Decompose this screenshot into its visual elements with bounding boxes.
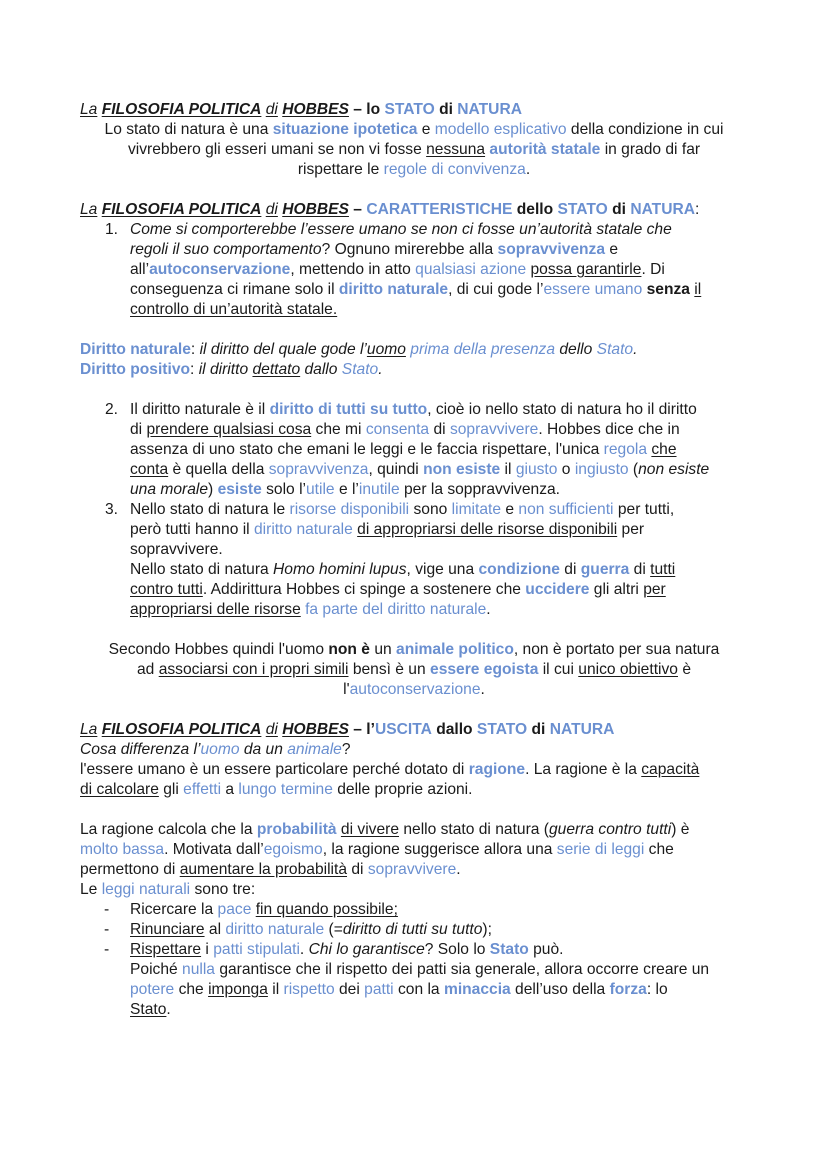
section-uscita: La FILOSOFIA POLITICA di HOBBES – l’USCITA dallo STATO di NATURA Cosa differenza l’uomo da un animale? l'essere umano è un essere particolare perché dotato di ragione. La ragione è la capacità di calcolare gli effetti a lungo termine delle proprie azioni.	[80, 720, 780, 800]
list-item-1: 1. Come si comporterebbe l’essere umano se non ci fosse un’autorità statale che regoli il suo comportamento? Ognuno mirerebbe alla sopravvivenza e all’autoconservazione, mettendo in atto qualsiasi azione possa garantirle. Di conseguenza ci rimane solo il diritto naturale, di cui gode l’essere umano senza il controllo di un’autorità statale.	[105, 221, 702, 318]
definitions	[80, 340, 780, 380]
reason-paragraph: La ragione calcola che la probabilità di vivere nello stato di natura (guerra contro tutti) è molto bassa. Motivata dall’egoismo, la ragione suggerisce allora una serie di leggi che permettono di aumentare la probabilità di sopravvivere. Le leggi naturali sono tre:	[80, 821, 690, 898]
list-item: - Rinunciare al diritto naturale (=diritto di tutti su tutto);	[104, 921, 492, 938]
natural-laws-list: - Ricercare la pace fin quando possibile; - Rinunciare al diritto naturale (=diritto di tutti su tutto); - Rispettare i patti stipulati. Chi lo garantisce? Solo lo Stato può. Poiché nulla garantisce che il rispetto dei patti sia generale, allora occorre creare un potere che imponga il rispetto dei patti con la minaccia dell’uso della forza: lo Stato.	[130, 900, 780, 1020]
heading-caratteristiche: La FILOSOFIA POLITICA di HOBBES – CARATTERISTICHE dello STATO di NATURA:	[80, 201, 700, 218]
definition-diritto-positivo: Diritto positivo: il diritto dettato dallo Stato.	[80, 361, 383, 378]
list-item: - Ricercare la pace fin quando possibile;	[104, 901, 398, 918]
heading-stato-di-natura: La FILOSOFIA POLITICA di HOBBES – lo STATO di NATURA	[80, 101, 522, 118]
intro-paragraph: Lo stato di natura è una situazione ipotetica e modello esplicativo della condizione in cui vivrebbero gli esseri umani se non vi fosse nessuna autorità statale in grado di far rispettare le regole di convivenza.	[104, 121, 724, 178]
conclusion-paragraph: Secondo Hobbes quindi l'uomo non è un animale politico, non è portato per sua natura ad associarsi con i propri simili bensì è un essere egoista il cui unico obiettivo è l'autoconservazione.	[108, 641, 720, 698]
definition-diritto-naturale: Diritto naturale: il diritto del quale gode l’uomo prima della presenza dello Stato.	[80, 341, 638, 358]
list-item: - Rispettare i patti stipulati. Chi lo garantisce? Solo lo Stato può.	[104, 941, 564, 958]
section-stato-di-natura	[80, 100, 760, 120]
heading-uscita: La FILOSOFIA POLITICA di HOBBES – l’USCITA dallo STATO di NATURA	[80, 721, 615, 738]
list-item-3: 3. Nello stato di natura le risorse disponibili sono limitate e non sufficienti per tutti, però tutti hanno il diritto naturale di appropriarsi delle risorse disponibili per sopravvivere. Nello stato di natura Homo homini lupus, vige una condizione di guerra di tutti contro tutti. Addirittura Hobbes ci spinge a sostenere che uccidere gli altri per appropriarsi delle risorse fa parte del diritto naturale.	[105, 501, 676, 618]
list-item-2: 2. Il diritto naturale è il diritto di tutti su tutto, cioè io nello stato di natura ho il diritto di prendere qualsiasi cosa che mi consenta di sopravvivere. Hobbes dice che in assenza di uno stato che emani le leggi e le faccia rispettare, l'unica regola che conta è quella della sopravvivenza, quindi non esiste il giusto o ingiusto (non esiste una morale) esiste solo l’utile e l’inutile per la soppravvivenza.	[105, 401, 710, 498]
